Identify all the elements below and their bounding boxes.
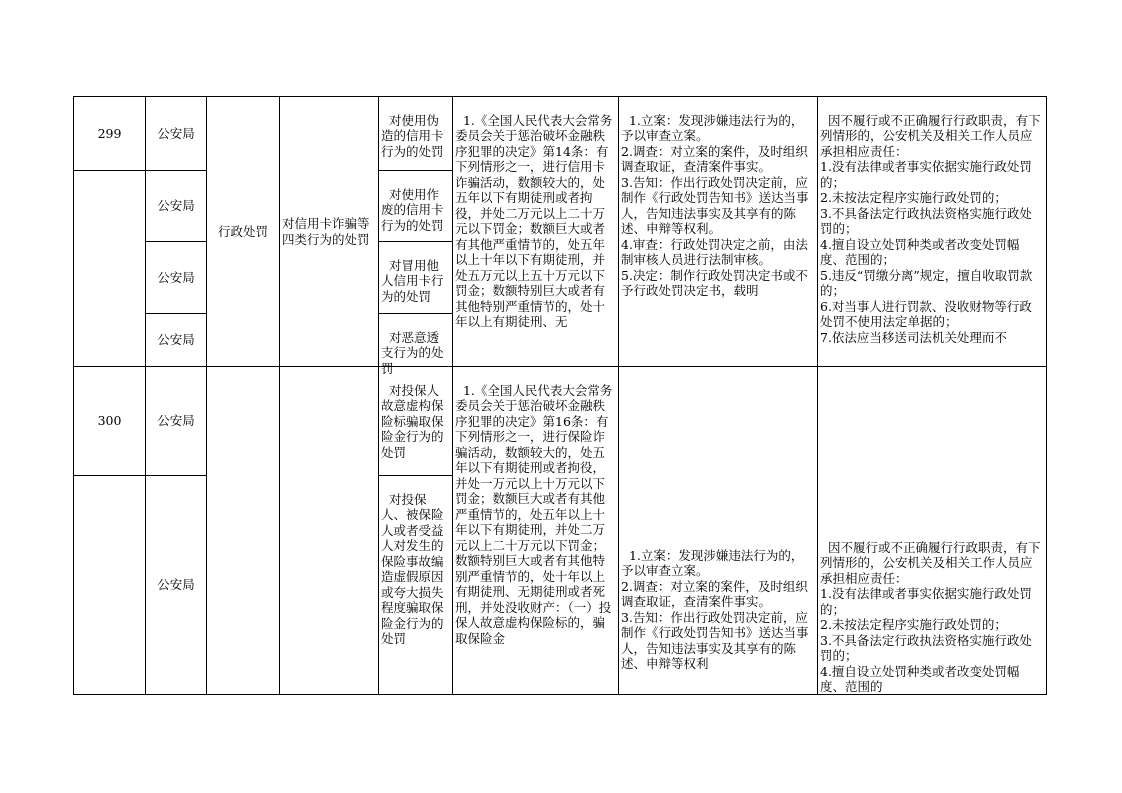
subitem-label: 对投保人、被保险人或者受益人对发生的保险事故编造虚假原因或夸大损失程度骗取保险金行为的处罚 <box>381 491 444 646</box>
subitem-label: 对冒用他人信用卡行为的处罚 <box>381 257 444 304</box>
process-text: 1.立案：发现涉嫌违法行为的，予以审查立案。 2.调查：对立案的案件，及时组织调查取证，查清案件事实。 3.告知：作出行政处罚决定前，应制作《行政处罚告知书》送达当事人，告知违法事实及其享有的陈述、申辩等权利。 4.审查：行政处罚决定之前，由法制审核人员进行法制审核。 5.决定：制作行政处罚决定书或不予行政处罚决定书，载明 <box>621 112 809 298</box>
row-number-cell-empty <box>73 170 146 367</box>
subitem-label: 对使用伪造的信用卡行为的处罚 <box>381 112 444 159</box>
row-number-cell <box>73 96 146 171</box>
row-number: 299 <box>97 125 122 141</box>
subitem-label: 对投保人故意虚构保险标骗取保险金行为的处罚 <box>381 382 444 460</box>
item-cell <box>279 366 379 695</box>
dept-cell <box>145 170 207 242</box>
subitem-cell <box>378 96 453 171</box>
dept-cell <box>145 313 207 367</box>
legal-basis-text: 1.《全国人民代表大会常务委员会关于惩治破坏金融秩序犯罪的决定》第16条：有下列情形之一，进行保险诈骗活动，数额较大的，处五年以下有期徒刑或者拘役，并处一万元以上十万元以下罚金；数额巨大或者有其他严重情节的，处五年以上十年以下有期徒刑，并处二万元以上二十万元以下罚金；数额特别巨大或者有其他特别严重情节的，处十年以上有期徒刑、无期徒刑或者死刑，并处没收财产：（一）投保人故意虚构保险标的，骗取保险金 <box>455 382 613 646</box>
dept-label: 公安局 <box>157 269 195 285</box>
subitem-label: 对恶意透支行为的处罚 <box>381 329 444 376</box>
dept-label: 公安局 <box>157 577 195 593</box>
process-cell <box>618 96 818 367</box>
dept-cell <box>145 241 207 314</box>
process-text: 1.立案：发现涉嫌违法行为的，予以审查立案。 2.调查：对立案的案件，及时组织调查取证，查清案件事实。 3.告知：作出行政处罚决定前，应制作《行政处罚告知书》送达当事人，告知违法事实及其享有的陈述、申辩等权利 <box>621 547 809 671</box>
subitem-cell <box>378 241 453 314</box>
dept-label: 公安局 <box>157 198 195 214</box>
category-cell <box>206 366 280 695</box>
legal-basis-text: 1.《全国人民代表大会常务委员会关于惩治破坏金融秩序犯罪的决定》第14条：有下列情形之一，进行信用卡诈骗活动，数额较大的，处五年以下有期徒刑或者拘役，并处二万元以上二十万元以下罚金；数额巨大或者有其他严重情节的，处五年以上十年以下有期徒刑，并处五万元以上五十万元以下罚金；数额特别巨大或者有其他特别严重情节的，处十年以上有期徒刑、无 <box>455 112 613 329</box>
liability-cell <box>817 96 1047 367</box>
category-cell <box>206 96 280 367</box>
subitem-cell <box>378 366 453 476</box>
dept-label: 公安局 <box>157 413 195 429</box>
dept-cell <box>145 475 207 695</box>
category-label: 行政处罚 <box>217 223 268 239</box>
liability-text: 因不履行或不正确履行行政职责，有下列情形的，公安机关及相关工作人员应承担相应责任： 1.没有法律或者事实依据实施行政处罚的； 2.未按法定程序实施行政处罚的； 3.不具备法定行政执法资格实施行政处罚的； 4.擅自设立处罚种类或者改变处罚幅度、范围的； 5.违反“罚缴分离”规定，擅自收取罚款的； 6.对当事人进行罚款、没收财物等行政处罚不使用法定单据的； 7.依法应当移送司法机关处理而不 <box>820 112 1041 345</box>
legal-basis-cell <box>452 366 619 695</box>
dept-cell <box>145 96 207 171</box>
row-number: 300 <box>97 413 122 429</box>
legal-basis-cell <box>452 96 619 367</box>
subitem-cell <box>378 475 453 695</box>
dept-cell <box>145 366 207 476</box>
item-cell <box>279 96 379 367</box>
subitem-cell <box>378 170 453 242</box>
liability-text: 因不履行或不正确履行行政职责，有下列情形的，公安机关及相关工作人员应承担相应责任： 1.没有法律或者事实依据实施行政处罚的； 2.未按法定程序实施行政处罚的； 3.不具备法定行政执法资格实施行政处罚的； 4.擅自设立处罚种类或者改变处罚幅度、范围的 <box>820 539 1041 694</box>
process-cell <box>618 366 818 695</box>
subitem-cell <box>378 313 453 376</box>
row-number-cell-empty <box>73 475 146 695</box>
row-number-cell <box>73 366 146 476</box>
subitem-label: 对使用作废的信用卡行为的处罚 <box>381 186 444 233</box>
dept-label: 公安局 <box>157 125 195 141</box>
dept-label: 公安局 <box>157 332 195 348</box>
item-label: 对信用卡诈骗等四类行为的处罚 <box>282 216 370 247</box>
liability-cell <box>817 366 1047 695</box>
